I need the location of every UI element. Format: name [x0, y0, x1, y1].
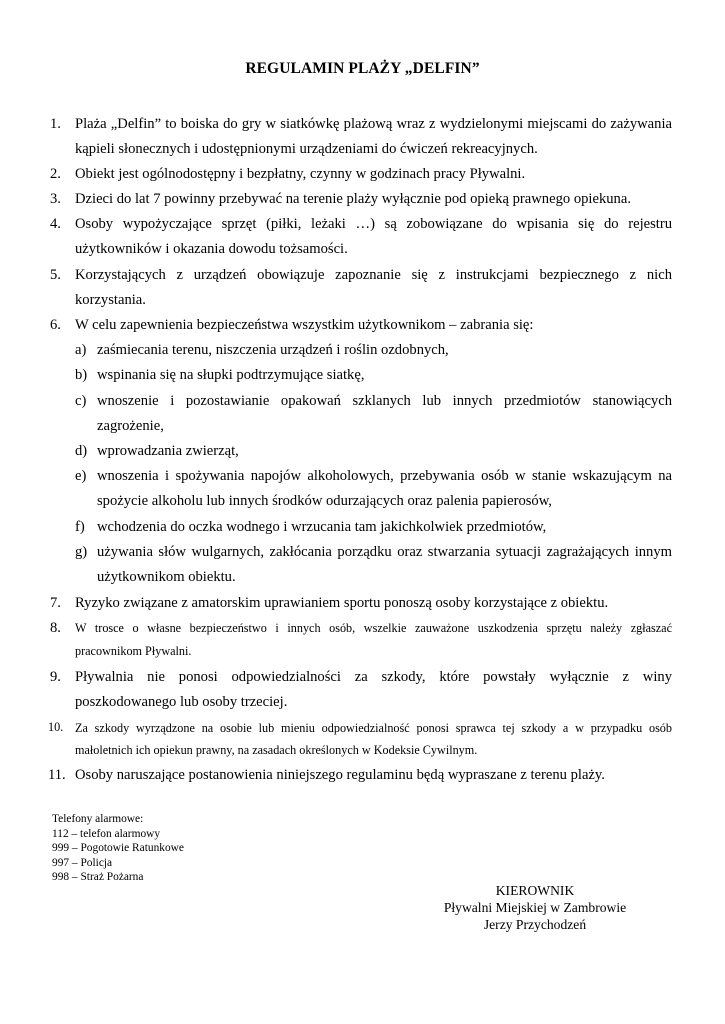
prohibition-line: spożycie alkoholu lub innych środków odurzających oraz palenia papierosów,: [97, 493, 552, 509]
rule-number: 3.: [50, 191, 61, 207]
rule-line: pracownikom Pływalni.: [75, 644, 192, 658]
rule-number: 10.: [48, 720, 64, 734]
rule-line: Plaża „Delfin” to boiska do gry w siatkówkę plażową wraz z wydzielonymi miejscami do zażywania: [75, 116, 672, 132]
emergency-contacts: [52, 812, 184, 885]
rule-number: 8.: [50, 620, 61, 636]
rule-number: 6.: [50, 317, 61, 333]
prohibition-line: wnoszenia i spożywania napojów alkoholowych, przebywania osób w stanie wskazującym na: [97, 468, 672, 484]
rule-line: Dzieci do lat 7 powinny przebywać na terenie plaży wyłącznie pod opieką prawnego opiekuna.: [75, 191, 631, 207]
rule-line: Korzystających z urządzeń obowiązuje zapoznanie się z instrukcjami bezpiecznego z nich: [75, 267, 672, 283]
prohibition-line: zaśmiecania terenu, niszczenia urządzeń i roślin ozdobnych,: [97, 342, 449, 358]
prohibition-letter: e): [75, 468, 87, 484]
rule-line: Obiekt jest ogólnodostępny i bezpłatny, czynny w godzinach pracy Pływalni.: [75, 166, 526, 182]
signature-role: KIEROWNIK: [495, 883, 575, 898]
rule-line: W celu zapewnienia bezpieczeństwa wszystkim użytkownikom – zabrania się:: [75, 317, 534, 333]
prohibition-line: wnoszenie i pozostawianie opakowań szklanych lub innych przedmiotów stanowiących: [97, 393, 672, 409]
rule-number: 7.: [50, 595, 61, 611]
rule-number: 4.: [50, 216, 61, 232]
rule-number: 5.: [50, 267, 61, 283]
prohibition-letter: g): [75, 544, 88, 560]
document-title: REGULAMIN PLAŻY „DELFIN”: [245, 60, 480, 77]
signature-block: [420, 882, 650, 933]
rule-line: W trosce o własne bezpieczeństwo i innych osób, wszelkie zauważone uszkodzenia sprzętu należy zgłaszać: [75, 621, 672, 635]
rule-line: użytkowników i okazania dowodu tożsamości.: [75, 241, 348, 257]
rule-line: Za szkody wyrządzone na osobie lub mieniu odpowiedzialność ponosi sprawca tej szkody a w przypadku osób: [75, 721, 672, 735]
prohibition-letter: f): [75, 519, 85, 535]
rule-line: korzystania.: [75, 292, 146, 308]
rule-number: 11.: [48, 767, 66, 783]
contact-line: 999 – Pogotowie Ratunkowe: [52, 842, 184, 854]
contact-line: 112 – telefon alarmowy: [52, 827, 161, 840]
rule-line: Osoby wypożyczające sprzęt (piłki, leżaki …) są zobowiązane do wpisania się do rejestru: [75, 216, 672, 232]
contacts-heading: Telefony alarmowe:: [52, 813, 144, 825]
rule-line: poszkodowanego lub osoby trzeciej.: [75, 694, 288, 710]
prohibition-line: wspinania się na słupki podtrzymujące siatkę,: [97, 367, 365, 383]
rule-number: 1.: [50, 116, 61, 132]
prohibition-line: użytkownikom obiektu.: [97, 569, 236, 585]
prohibition-line: wchodzenia do oczka wodnego i wrzucania tam jakichkolwiek przedmiotów,: [97, 519, 547, 535]
prohibition-letter: a): [75, 342, 87, 358]
signature-org: Pływalni Miejskiej w Zambrowie: [443, 900, 627, 915]
contact-line: 997 – Policja: [52, 856, 113, 869]
rule-line: kąpieli słonecznych i udostępnionymi urządzeniami do ćwiczeń rekreacyjnych.: [75, 141, 538, 157]
prohibition-letter: c): [75, 393, 87, 409]
rule-line: Pływalnia nie ponosi odpowiedzialności za szkody, które powstały wyłącznie z winy: [75, 669, 672, 685]
rule-line: małoletnich ich opiekun prawny, na zasadach określonych w Kodeksie Cywilnym.: [75, 743, 478, 757]
prohibition-line: zagrożenie,: [97, 418, 164, 434]
rule-number: 9.: [50, 669, 61, 685]
prohibition-letter: d): [75, 443, 88, 459]
rule-line: Ryzyko związane z amatorskim uprawianiem sportu ponoszą osoby korzystające z obiektu.: [75, 595, 609, 611]
prohibition-letter: b): [75, 367, 88, 383]
prohibition-line: wprowadzania zwierząt,: [97, 443, 239, 459]
rule-line: Osoby naruszające postanowienia niniejszego regulaminu będą wypraszane z terenu plaży.: [75, 767, 605, 783]
signature-name: Jerzy Przychodzeń: [483, 917, 587, 932]
contact-line: 998 – Straż Pożarna: [52, 871, 144, 883]
rule-number: 2.: [50, 166, 61, 182]
prohibition-line: używania słów wulgarnych, zakłócania porządku oraz stwarzania sytuacji zagrażających innym: [97, 544, 672, 560]
